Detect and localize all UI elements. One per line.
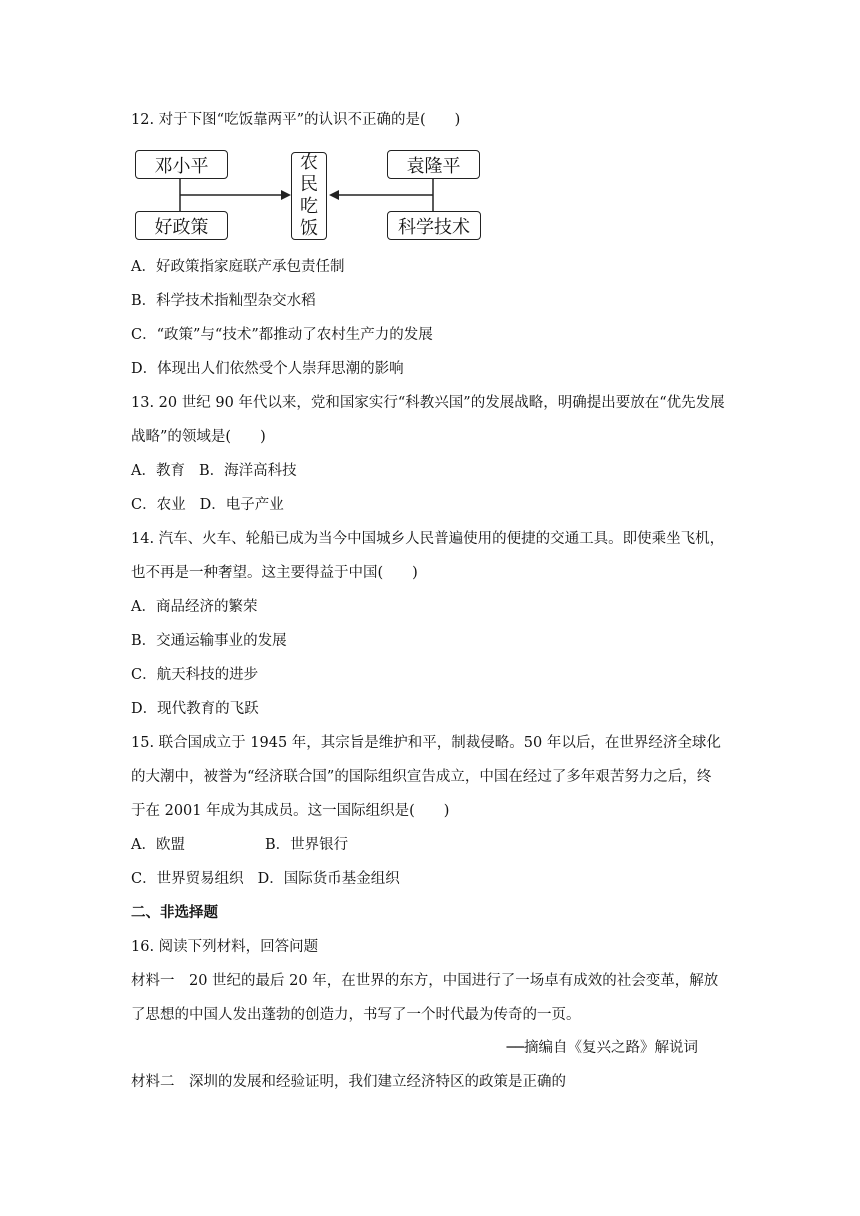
box-farmers-eat — [291, 152, 327, 240]
q13-option-a: A．教育 — [131, 463, 185, 479]
section-heading: 二、非选择题 — [131, 905, 218, 921]
q14-option-c: C．航天科技的进步 — [131, 667, 259, 683]
q15-options-ab — [131, 835, 348, 855]
q15-stem-line3: 于在 2001 年成为其成员。这一国际组织是( ) — [131, 803, 450, 819]
q14-stem-line1: 14. 汽车、火车、轮船已成为当今中国城乡人民普遍使用的便捷的交通工具。即使乘坐飞机， — [131, 531, 725, 547]
q16-stem: 16. 阅读下列材料，回答问题 — [131, 939, 319, 955]
box-good-policy: 好政策 — [135, 211, 228, 240]
q15-option-c: C．世界贸易组织 — [131, 871, 244, 887]
center-char-2: 民 — [300, 174, 318, 195]
q15-option-a: A．欧盟 — [131, 837, 185, 853]
q12-option-d: D．体现出人们依然受个人崇拜思潮的影响 — [131, 361, 404, 377]
q14-option-d: D．现代教育的飞跃 — [131, 701, 259, 717]
q13-option-c: C．农业 — [131, 497, 186, 513]
q12-diagram — [133, 148, 483, 242]
q15-stem-line2: 的大潮中，被誉为“经济联合国”的国际组织宣告成立，中国在经过了多年艰苦努力之后，终 — [131, 769, 712, 785]
q16-material1-source: ──摘编自《复兴之路》解说词 — [506, 1040, 698, 1056]
q12-option-a: A．好政策指家庭联产承包责任制 — [131, 259, 345, 275]
q13-stem-line1: 13. 20 世纪 90 年代以来，党和国家实行“科教兴国”的发展战略，明确提出要放在“优先发展 — [131, 395, 725, 411]
q12-option-c: C．“政策”与“技术”都推动了农村生产力的发展 — [131, 327, 433, 343]
q12-stem: 12. 对于下图“吃饭靠两平”的认识不正确的是( ) — [131, 112, 461, 128]
q13-stem-line2: 战略”的领域是( ) — [131, 429, 266, 445]
q14-stem-line2: 也不再是一种奢望。这主要得益于中国( ) — [131, 565, 418, 581]
q13-option-b: B．海洋高科技 — [198, 463, 297, 479]
center-char-4: 饭 — [300, 218, 318, 239]
q12-option-b: B．科学技术指籼型杂交水稻 — [131, 293, 316, 309]
center-char-1: 农 — [300, 152, 318, 173]
q13-options-cd — [131, 495, 284, 515]
q15-option-b: B．世界银行 — [264, 837, 349, 853]
q13-option-d: D．电子产业 — [199, 497, 284, 513]
q16-material1-line2: 了思想的中国人发出蓬勃的创造力，书写了一个时代最为传奇的一页。 — [131, 1007, 581, 1023]
box-yuan-longping: 袁隆平 — [387, 150, 480, 179]
q15-stem-line1: 15. 联合国成立于 1945 年，其宗旨是维护和平，制裁侵略。50 年以后，在世界经济全球化 — [131, 735, 721, 751]
q16-material1-line1: 材料一 20 世纪的最后 20 年，在世界的东方，中国进行了一场卓有成效的社会变革，解放 — [131, 973, 719, 989]
center-char-3: 吃 — [300, 196, 318, 217]
q15-option-d: D．国际货币基金组织 — [257, 871, 400, 887]
q13-options-ab — [131, 461, 297, 481]
q14-option-b: B．交通运输事业的发展 — [131, 633, 287, 649]
q16-material2-line1: 材料二 深圳的发展和经验证明，我们建立经济特区的政策是正确的 — [131, 1074, 566, 1090]
q15-options-cd — [131, 869, 400, 889]
box-science-tech: 科学技术 — [387, 211, 481, 240]
box-deng-xiaoping: 邓小平 — [135, 150, 228, 179]
q14-option-a: A．商品经济的繁荣 — [131, 599, 258, 615]
